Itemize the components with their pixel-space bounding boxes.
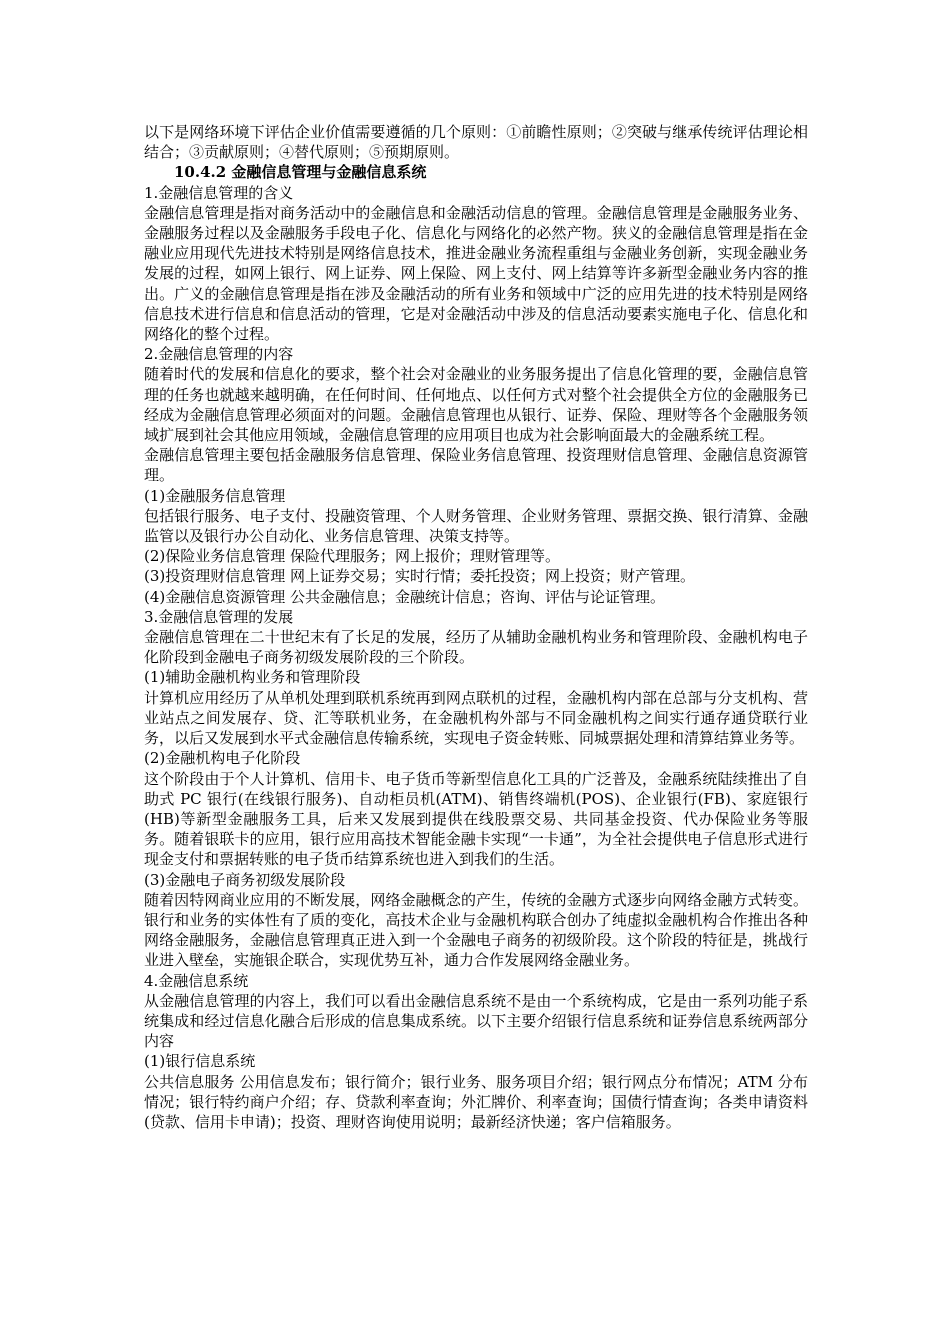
document-page: [144, 122, 808, 1132]
paragraph-stage-3: 随着因特网商业应用的不断发展，网络金融概念的产生，传统的金融方式逐步向网络金融方式转变。银行和业务的实体性有了质的变化，高技术企业与金融机构联合创办了纯虚拟金融机构合作推出各种网络金融服务，金融信息管理真正进入到一个金融电子商务的初级阶段。这个阶段的特征是，挑战行业进入壁垒，实施银企联合，实现优势互补，通力合作发展网络金融业务。: [144, 890, 808, 970]
subheading-development: 3.金融信息管理的发展: [144, 607, 294, 626]
paragraph-stage-2: 这个阶段由于个人计算机、信用卡、电子货币等新型信息化工具的广泛普及，金融系统陆续推出了自助式 PC 银行(在线银行服务)、自动柜员机(ATM)、销售终端机(POS)、企业银行(FB)、家庭银行(HB)等新型金融服务工具，后来又发展到提供在线股票交易、共同基金投资、代办保险业务等服务。随着银联卡的应用，银行应用高技术智能金融卡实现“一卡通”，为全社会提供电子信息形式进行现金支付和票据转账的电子货币结算系统也进入到我们的生活。: [144, 769, 808, 869]
item-financial-service: (1)金融服务信息管理: [144, 486, 286, 505]
item-stage-3: (3)金融电子商务初级发展阶段: [144, 870, 346, 889]
item-stage-2: (2)金融机构电子化阶段: [144, 749, 301, 768]
subheading-content: 2.金融信息管理的内容: [144, 345, 294, 364]
paragraph-content: 随着时代的发展和信息化的要求，整个社会对金融业的业务服务提出了信息化管理的要，金融信息管理的任务也就越来越明确，在任何时间、任何地点、以任何方式对整个社会提供全方位的金融服务已经成为金融信息管理必须面对的问题。金融信息管理也从银行、证券、保险、理财等各个金融服务领域扩展到社会其他应用领域，金融信息管理的应用项目也成为社会影响面最大的金融系统工程。: [144, 365, 808, 445]
section-heading: 10.4.2 金融信息管理与金融信息系统: [174, 163, 427, 182]
item-bank-system: (1)银行信息系统: [144, 1052, 256, 1071]
paragraph-stage-1: 计算机应用经历了从单机处理到联机系统再到网点联机的过程，金融机构内部在总部与分支机构、营业站点之间发展存、贷、汇等联机业务，在金融机构外部与不同金融机构之间实行通存通贷联行业务，以后又发展到水平式金融信息传输系统，实现电子资金转账、同城票据处理和清算结算业务等。: [144, 688, 808, 748]
paragraph-content-scope: 金融信息管理主要包括金融服务信息管理、保险业务信息管理、投资理财信息管理、金融信息资源管理。: [144, 446, 808, 485]
paragraph-financial-service: 包括银行服务、电子支付、投融资管理、个人财务管理、企业财务管理、票据交换、银行清算、金融监管以及银行办公自动化、业务信息管理、决策支持等。: [144, 506, 808, 546]
paragraph-system: 从金融信息管理的内容上，我们可以看出金融信息系统不是由一个系统构成，它是由一系列功能子系统集成和经过信息化融合后形成的信息集成系统。以下主要介绍银行信息系统和证券信息系统两部分内容: [144, 991, 808, 1051]
intro-paragraph: 以下是网络环境下评估企业价值需要遵循的几个原则：①前瞻性原则；②突破与继承传统评估理论相结合；③贡献原则；④替代原则；⑤预期原则。: [144, 123, 808, 162]
item-investment: (3)投资理财信息管理 网上证券交易；实时行情；委托投资；网上投资；财产管理。: [144, 567, 696, 586]
paragraph-meaning: 金融信息管理是指对商务活动中的金融信息和金融活动信息的管理。金融信息管理是金融服务业务、金融服务过程以及金融服务手段电子化、信息化与网络化的必然产物。狭义的金融信息管理是指在金融业应用现代先进技术特别是网络信息技术，推进金融业务流程重组与金融业务创新，实现金融业务发展的过程，如网上银行、网上证券、网上保险、网上支付、网上结算等许多新型金融业务内容的推出。广义的金融信息管理是指在涉及金融活动的所有业务和领域中广泛的应用先进的技术特别是网络信息技术进行信息和信息活动的管理，它是对金融活动中涉及的信息活动要素实施电子化、信息化和网络化的整个过程。: [144, 203, 808, 344]
paragraph-development: 金融信息管理在二十世纪末有了长足的发展，经历了从辅助金融机构业务和管理阶段、金融机构电子化阶段到金融电子商务初级发展阶段的三个阶段。: [144, 628, 808, 667]
subheading-system: 4.金融信息系统: [144, 971, 249, 990]
item-resource: (4)金融信息资源管理 公共金融信息；金融统计信息；咨询、评估与论证管理。: [144, 587, 666, 606]
paragraph-bank-system: 公共信息服务 公用信息发布；银行简介；银行业务、服务项目介绍；银行网点分布情况；ATM 分布情况；银行特约商户介绍；存、贷款利率查询；外汇牌价、利率查询；国债行情查询；各类申请资料(贷款、信用卡申请)；投资、理财咨询使用说明；最新经济快递；客户信箱服务。: [144, 1072, 808, 1131]
subheading-meaning: 1.金融信息管理的含义: [144, 183, 294, 202]
item-insurance: (2)保险业务信息管理 保险代理服务；网上报价；理财管理等。: [144, 547, 561, 566]
item-stage-1: (1)辅助金融机构业务和管理阶段: [144, 668, 361, 687]
